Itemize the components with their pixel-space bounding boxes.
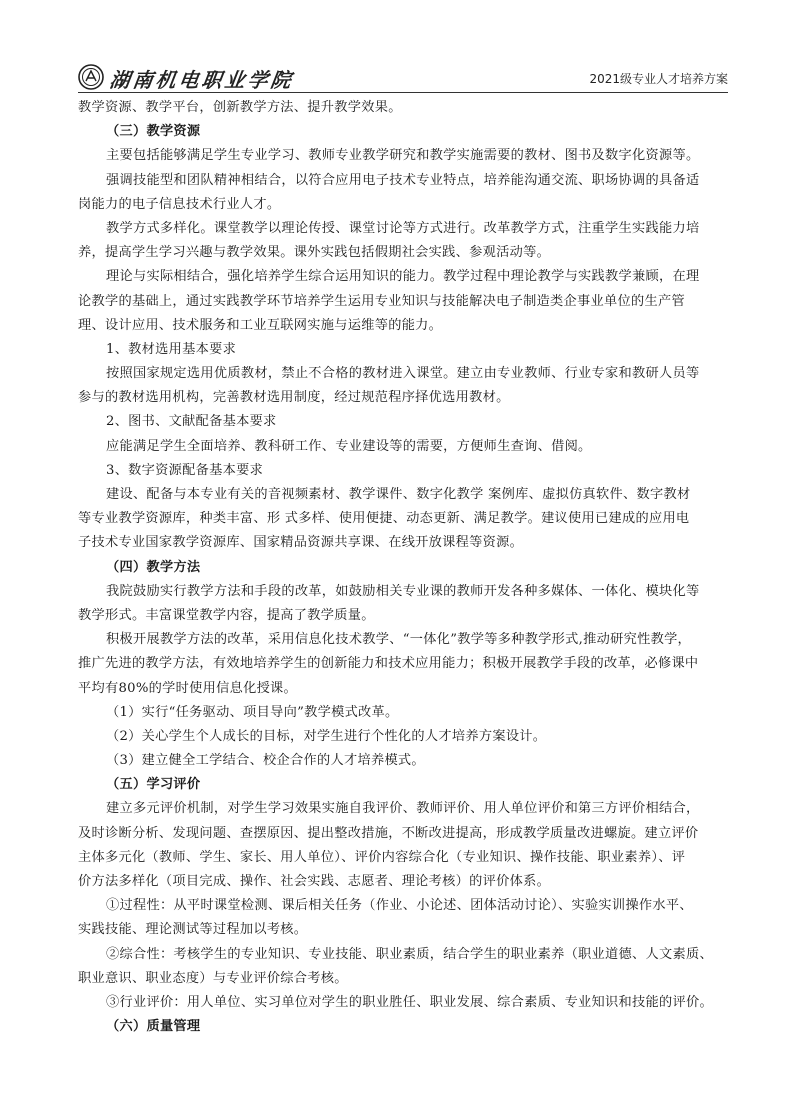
text-line: 教学形式。丰富课堂教学内容，提高了教学质量。	[78, 607, 375, 623]
text-line: ①过程性：从平时课堂检测、课后相关任务（作业、小论述、团体活动讨论）、实验实训操作水平、	[106, 898, 693, 914]
text-line: 教学资源、教学平台，创新教学方法、提升教学效果。	[78, 100, 402, 115]
school-name-logotype: 湖南机电职业学院	[108, 68, 296, 92]
section-heading: （三）教学资源	[106, 124, 201, 140]
text-line: 我院鼓励实行教学方法和手段的改革，如鼓励相关专业课的教师开发各种多媒体、一体化、模块化等	[106, 583, 700, 599]
text-line: ③行业评价：用人单位、实习单位对学生的职业胜任、职业发展、综合素质、专业知识和技能的评价。	[106, 994, 713, 1010]
text-line: 教学方式多样化。课堂教学以理论传授、课堂讨论等方式进行。改革教学方式，注重学生实践能力培	[106, 220, 700, 236]
text-line: 平均有80%的学时使用信息化授课。	[78, 680, 298, 696]
text-line: 养，提高学生学习兴趣与教学效果。课外实践包括假期社会实践、参观活动等。	[78, 245, 551, 261]
text-line: 等专业教学资源库，种类丰富、形 式多样、使用便捷、动态更新、满足教学。建议使用已建成的应用电	[78, 511, 690, 527]
text-line: 职业意识、职业态度）与专业评价综合考核。	[78, 970, 348, 986]
text-line: 理、设计应用、技术服务和工业互联网实施与运维等的能力。	[78, 317, 443, 333]
text-line: 建立多元评价机制，对学生学习效果实施自我评价、教师评价、用人单位评价和第三方评价相结合，	[106, 801, 700, 817]
text-line: ②综合性：考核学生的专业知识、专业技能、职业素质，结合学生的职业素养（职业道德、人文素质、	[106, 946, 713, 962]
text-line: 强调技能型和团队精神相结合，以符合应用电子技术专业特点，培养能沟通交流、职场协调的具备适	[106, 172, 700, 188]
text-line: 论教学的基础上，通过实践教学环节培养学生运用专业知识与技能解决电子制造类企事业单位的生产管	[78, 293, 685, 309]
text-line: 积极开展教学方法的改革，采用信息化技术教学、“一体化”教学等多种教学形式,推动研究性教学，	[106, 632, 692, 648]
text-line: 按照国家规定选用优质教材，禁止不合格的教材进入课堂。建立由专业教师、行业专家和教研人员等	[106, 366, 700, 382]
text-line: 价方法多样化（项目完成、操作、社会实践、志愿者、理论考核）的评价体系。	[78, 874, 551, 889]
text-line: 参与的教材选用机构，完善教材选用制度，经过规范程序择优选用教材。	[78, 390, 510, 406]
document-title: 2021级专业人才培养方案	[589, 72, 728, 86]
page-header	[78, 62, 728, 92]
section-heading: （六）质量管理	[106, 1019, 201, 1035]
text-line: 实践技能、理论测试等过程加以考核。	[78, 922, 308, 938]
section-heading: （五）学习评价	[106, 777, 201, 793]
text-line: （3）建立健全工学结合、校企合作的人才培养模式。	[106, 753, 425, 769]
text-line: 3、数字资源配备基本要求	[106, 462, 264, 478]
document-body	[78, 96, 718, 1039]
text-line: 1、教材选用基本要求	[106, 341, 237, 357]
text-line: 岗能力的电子信息技术行业人才。	[78, 196, 281, 212]
text-line: 应能满足学生全面培养、教科研工作、专业建设等的需要，方便师生查询、借阅。	[106, 438, 592, 454]
text-line: （2）关心学生个人成长的目标，对学生进行个性化的人才培养方案设计。	[106, 728, 547, 744]
text-line: （1）实行“任务驱动、项目导向”教学模式改革。	[106, 704, 399, 720]
section-heading: （四）教学方法	[106, 559, 201, 575]
text-line: 及时诊断分析、发现问题、查摆原因、提出整改措施，不断改进提高，形成教学质量改进螺旋。建立评价	[78, 825, 699, 841]
text-line: 推广先进的教学方法，有效地培养学生的创新能力和技术应用能力；积极开展教学手段的改革，必修课中	[78, 656, 699, 672]
text-line: 理论与实际相结合，强化培养学生综合运用知识的能力。教学过程中理论教学与实践教学兼顾，在理	[106, 269, 700, 285]
text-line: 主要包括能够满足学生专业学习、教师专业教学研究和教学实施需要的教材、图书及数字化资源等。	[106, 148, 700, 164]
school-logo-icon	[78, 64, 104, 90]
text-line: 建设、配备与本专业有关的音视频素材、教学课件、数字化教学 案例库、虚拟仿真软件、数字教材	[106, 487, 691, 502]
text-line: 主体多元化（教师、学生、家长、用人单位）、评价内容综合化（专业知识、操作技能、职业素养）、评	[78, 849, 686, 865]
header-divider	[78, 92, 728, 93]
text-line: 子技术专业国家教学资源库、国家精品资源共享课、在线开放课程等资源。	[78, 535, 524, 551]
text-line: 2、图书、文献配备基本要求	[106, 414, 277, 430]
